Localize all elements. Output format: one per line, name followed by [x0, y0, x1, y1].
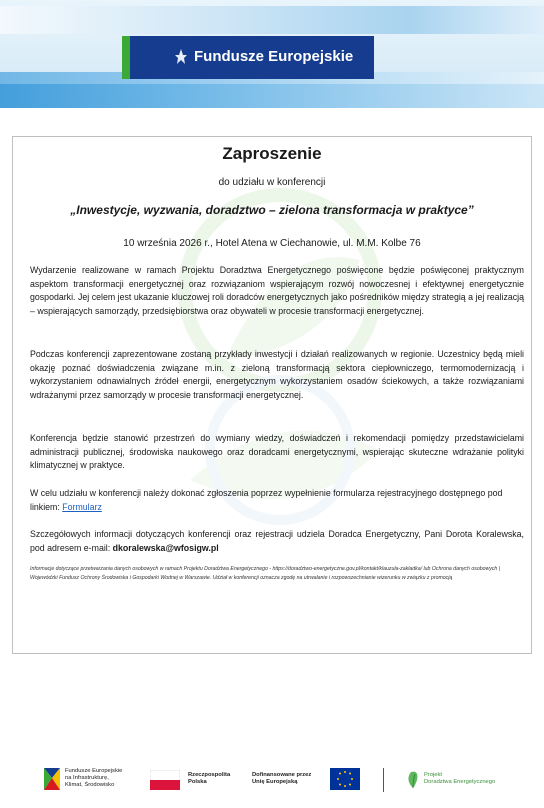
pde-line2: Doradztwa Energetycznego [424, 779, 496, 785]
eu-line2: Unię Europejską [252, 779, 298, 785]
conference-name: „Inwestycje, wyzwania, doradztwo – zielona transformacja w praktyce” [70, 203, 474, 217]
registration-text: W celu udziału w konferencji należy dokonać zgłoszenia poprzez wypełnienie formularza rejestracyjnego dostępnego pod linkiem: [30, 488, 503, 512]
contact-email[interactable]: dkoralewska@wfosigw.pl [112, 542, 219, 553]
eu-logo-text [252, 772, 311, 786]
fe-star-icon [174, 48, 188, 66]
pde-line1: Projekt [424, 772, 443, 778]
rp-line2: Polska [188, 779, 207, 785]
eu-flag-icon [330, 768, 360, 790]
rp-logo-text [188, 772, 230, 786]
paragraph-registration [30, 487, 524, 514]
fe-logo-text [65, 768, 122, 789]
header-banner [0, 0, 544, 108]
pde-logo-text [424, 772, 495, 786]
paragraph-intro: Wydarzenie realizowane w ramach Projektu Doradztwa Energetycznego poświęcone będzie poświęconej praktycznym aspektom transformacji energetycznej oraz rozwiązaniom wspierającym rozwój nowoczesnej i efektywnej energetycznie gospodarki. Jej celem jest ukazanie kluczowej roli doradców energetycznych jako pośredników między strategią a jej realizacją – wspierających samorządy, przedsiębiorstwa oraz obywateli w procesie transformacji energetycznej. [30, 265, 524, 316]
banner-stripe-top [0, 6, 544, 34]
invitation-subtitle: do udziału w konferencji [218, 177, 326, 188]
leaf-icon [405, 768, 421, 790]
data-protection-note: Informacje dotyczące przetwarzania danych osobowych w ramach Projektu Doradztwa Energetycznego - https://doradztwo-energetyczne.gov.pl/kontakt/klauzula-zakladka/ lub Ochrona danych osobowych | Wojewódzki Fundusz Ochrony Środowiska i Gospodarki Wodnej w Warszawie. Udział w konferencji oznacza zgodę na utrwalanie i rozpowszechnianie wizerunku w związku z promocją [30, 566, 501, 581]
fe-logo-line1: Fundusze Europejskie [65, 768, 123, 774]
fe-logo-line3: Klimat, Środowisko [65, 782, 115, 788]
form-link[interactable]: Formularz [62, 501, 102, 512]
conference-details: 10 września 2026 r., Hotel Atena w Ciechanowie, ul. M.M. Kolbe 76 [123, 238, 421, 249]
logo-green-bar [122, 36, 130, 79]
fe-logo-line2: na Infrastrukturę, [65, 775, 109, 781]
contact-text: Szczegółowych informacji dotyczących konferencji oraz rejestracji udziela Doradca Energetyczny, Pani Dorota Koralewska, pod adresem e-mail: [30, 529, 524, 553]
fundusze-europejskie-logo [122, 36, 374, 79]
fe-logo-icon [42, 766, 62, 792]
banner-stripe-accent [0, 84, 544, 108]
eu-line1: Dofinansowane przez [252, 772, 312, 778]
invitation-title: Zaproszenie [222, 144, 322, 163]
paragraph-knowledge-exchange: Konferencja będzie stanowić przestrzeń do wymiany wiedzy, doświadczeń i rekomendacji pomiędzy przedstawicielami administracji publicznej, środowiska naukowego oraz doradcami energetycznymi, wspierając skuteczne wdrażanie polityki klimatycznej w praktyce. [30, 433, 524, 471]
footer-logos [0, 760, 544, 804]
footer-divider [383, 768, 384, 792]
paragraph-examples: Podczas konferencji zaprezentowane zostaną przykłady inwestycji i działań realizowanych w regionie. Uczestnicy będą mieli okazję poznać doświadczenia związane m.in. z zieloną transformacją sektora ciepłowniczego, termomodernizacją i wykorzystaniem odnawialnych źródeł energii, energetycznym wykorzystaniem osadów ściekowych, a także rozwiązaniami wdrażanymi przez samorządy w procesie transformacji energetycznej. [30, 349, 524, 400]
rp-line1: Rzeczpospolita [188, 772, 231, 778]
brand-title: Fundusze Europejskie [194, 48, 354, 65]
polish-flag-icon [150, 770, 180, 790]
paragraph-contact [30, 528, 524, 555]
